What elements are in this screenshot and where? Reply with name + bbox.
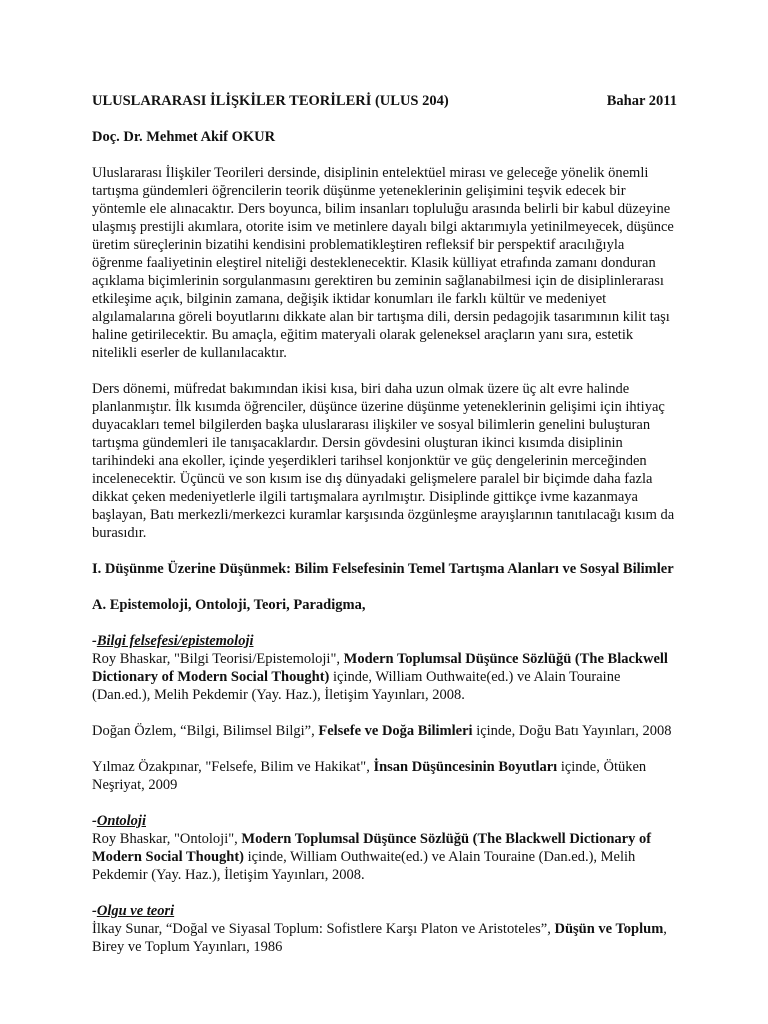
reference-entry: Doğan Özlem, “Bilgi, Bilimsel Bilgi”, Felsefe ve Doğa Bilimleri içinde, Doğu Batı Yayınları, 2008 xyxy=(92,723,672,739)
reference-title: Modern Toplumsal Düşünce Sözlüğü (The Blackwell Dictionary of Modern Social Thought) xyxy=(92,651,668,685)
intro-paragraph: Uluslararası İlişkiler Teorileri dersinde, disiplinin entelektüel mirası ve geleceğe yönelik önemli tartışma gündemleri öğrencilerin teorik düşünme yeteneklerinin gelişimini teşvik edecek bir yöntemle ele alınacaktır. Ders boyunca, bilim insanları topluluğu arasında belirli bir kabul düzeyine ulaşmış prestijli akımlara, otorite isim ve metinlere dayalı bilgi aktarımıyla yetinilmeyecek, düşünce üretim süreçlerinin bizatihi kendisini problematikleştiren refleksif bir perspektif aracılığıyla öğrenme faaliyetinin eleştirel niteliği desteklenecektir. Klasik külliyat etrafında zamanı donduran açıklama biçimlerinin sorgulanmasını gerektiren bu zeminin sağlanabilmesi için de disiplinlerarası etkileşime açık, bilginin zamana, değişik iktidar konumları ile farklı kültür ve medeniyet algılamalarına göreli boyutlarını dikkate alan bir tartışma dili, dersin pedagojik tasarımının kilit taşı haline getirilecektir. Bu amaçla, eğitim materyali olarak geleneksel araçların yanı sıra, estetik nitelikli eserler de kullanılacaktır. xyxy=(92,165,674,361)
topic-heading: -Olgu ve teori xyxy=(92,903,175,919)
subsection-title: A. Epistemoloji, Ontoloji, Teori, Paradigma, xyxy=(92,597,366,613)
reference-entry: Roy Bhaskar, "Ontoloji", Modern Toplumsal Düşünce Sözlüğü (The Blackwell Dictionary of Modern Social Thought) içinde, William Outhwaite(ed.) ve Alain Touraine (Dan.ed.), Melih Pekdemir (Yay. Haz.), İletişim Yayınları, 2008. xyxy=(92,831,652,883)
outline-paragraph: Ders dönemi, müfredat bakımından ikisi kısa, biri daha uzun olmak üzere üç alt evre halinde planlanmıştır. İlk kısımda öğrenciler, düşünce üzerine düşünme yeteneklerinin gelişimi için ihtiyaç duyacakları temel bilgilerden başka uluslararası ilişkiler ve sosyal bilimlerin genelini buluşturan tartışma gündemleri ile tanışacaklardır. Dersin gövdesini oluşturan ikinci kısımda disiplinin tarihindeki ana ekoller, içinde yeşerdikleri tarihsel konjonktür ve güç dengelerinin merceğinden incelenecektir. Üçüncü ve son kısım ise dış dünyadaki gelişmelere paralel bir biçimde daha fazla dikkat çeken medeniyetlerle ilgili tartışmalara ayrılmıştır. Disiplinde gittikçe ivme kazanmaya başlayan, Batı merkezli/merkezci kuramlar karşısında özgünleşme arayışlarının tanıtılacağı kısım da burasıdır. xyxy=(92,381,675,541)
instructor-name: Doç. Dr. Mehmet Akif OKUR xyxy=(92,129,276,145)
reference-title: Modern Toplumsal Düşünce Sözlüğü (The Blackwell Dictionary of Modern Social Thought) xyxy=(92,831,652,865)
reference-title: Düşün ve Toplum xyxy=(554,921,664,937)
reference-title: Felsefe ve Doğa Bilimleri xyxy=(318,723,473,739)
reference-entry: Yılmaz Özakpınar, "Felsefe, Bilim ve Hakikat", İnsan Düşüncesinin Boyutları içinde, Ötüken Neşriyat, 2009 xyxy=(92,759,647,793)
reference-entry: Roy Bhaskar, "Bilgi Teorisi/Epistemoloji", Modern Toplumsal Düşünce Sözlüğü (The Blackwell Dictionary of Modern Social Thought) içinde, William Outhwaite(ed.) ve Alain Touraine (Dan.ed.), Melih Pekdemir (Yay. Haz.), İletişim Yayınları, 2008. xyxy=(92,651,668,703)
section-title: I. Düşünme Üzerine Düşünmek: Bilim Felsefesinin Temel Tartışma Alanları ve Sosyal Bilimler xyxy=(92,561,674,577)
reference-title: İnsan Düşüncesinin Boyutları xyxy=(373,759,558,775)
course-header xyxy=(92,92,677,110)
topic-heading: -Bilgi felsefesi/epistemoloji xyxy=(92,633,254,649)
topic-heading: -Ontoloji xyxy=(92,813,146,829)
document-body xyxy=(92,92,677,956)
course-term: Bahar 2011 xyxy=(606,93,677,109)
course-title: ULUSLARARASI İLİŞKİLER TEORİLERİ (ULUS 204) xyxy=(92,93,449,109)
reference-entry: İlkay Sunar, “Doğal ve Siyasal Toplum: Sofistlere Karşı Platon ve Aristoteles”, Düşün ve Toplum, Birey ve Toplum Yayınları, 1986 xyxy=(92,921,667,955)
